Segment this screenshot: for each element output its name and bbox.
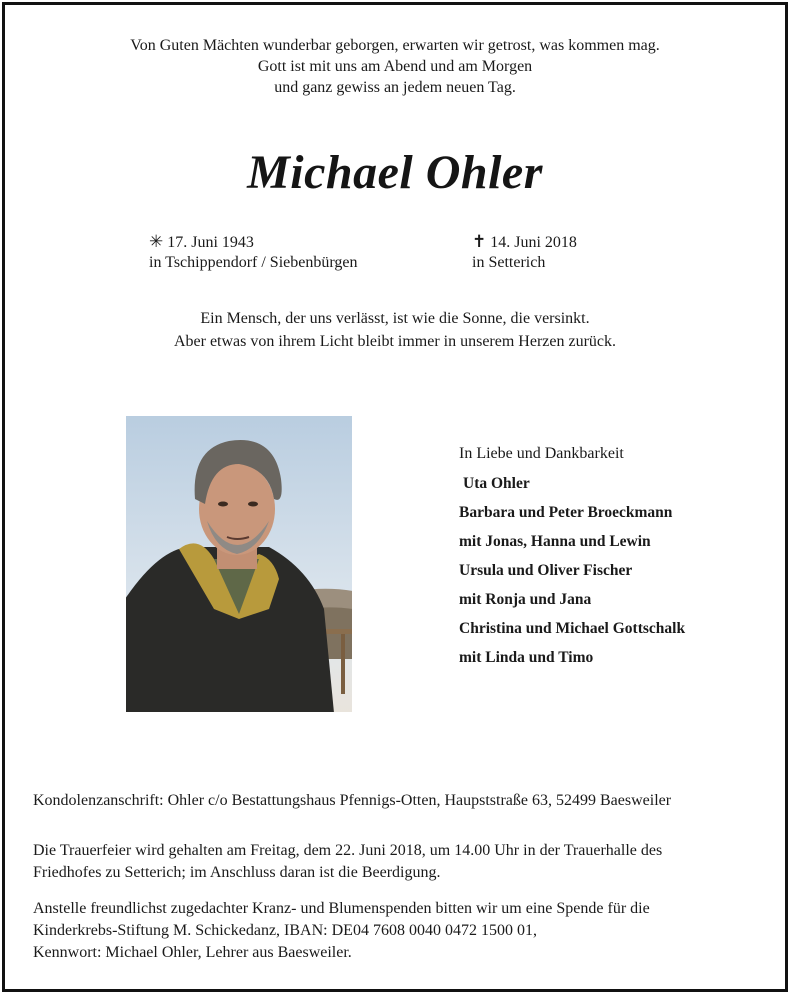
verse-line: Aber etwas von ihrem Licht bleibt immer in unserem Herzen zurück.: [173, 333, 617, 350]
portrait-photo: [119, 409, 359, 719]
birth-date: 17. Juni 1943: [167, 234, 254, 251]
death-place: in Setterich: [472, 254, 546, 271]
death-info: [472, 232, 577, 273]
family-member: mit Jonas, Hanna und Lewin: [459, 533, 651, 550]
verse-line: Gott ist mit uns am Abend und am Morgen: [257, 58, 533, 75]
opening-verse: [5, 35, 785, 98]
family-member: Barbara und Peter Broeckmann: [459, 504, 673, 521]
family-member: mit Linda und Timo: [459, 649, 594, 666]
death-cross-icon: ✝: [472, 232, 487, 251]
birth-info: [149, 232, 357, 273]
deceased-name: Michael Ohler: [247, 146, 543, 199]
family-intro: In Liebe und Dankbarkeit: [459, 445, 624, 462]
donation-line: Anstelle freundlichst zugedachter Kranz- und Blumenspenden bitten wir um eine Spende für die: [33, 900, 650, 917]
family-member: Christina und Michael Gottschalk: [459, 620, 686, 637]
funeral-info: [33, 840, 771, 884]
family-member: Ursula und Oliver Fischer: [459, 562, 633, 579]
funeral-line: Die Trauerfeier wird gehalten am Freitag, dem 22. Juni 2018, um 14.00 Uhr in der Trauerhalle des: [33, 842, 663, 859]
birth-place: in Tschippendorf / Siebenbürgen: [149, 254, 358, 271]
donation-line: Kinderkrebs-Stiftung M. Schickedanz, IBAN: DE04 7608 0040 0472 1500 01,: [33, 922, 537, 939]
donation-line: Kennwort: Michael Ohler, Lehrer aus Baesweiler.: [33, 944, 352, 961]
verse-line: Von Guten Mächten wunderbar geborgen, erwarten wir getrost, was kommen mag.: [130, 37, 660, 54]
memorial-verse: [5, 307, 785, 353]
condolence-address: Kondolenzanschrift: Ohler c/o Bestattungshaus Pfennigs-Otten, Haupststraße 63, 52499 Baesweiler: [33, 792, 672, 809]
family-member: Uta Ohler: [463, 475, 530, 492]
death-date: 14. Juni 2018: [490, 234, 577, 251]
family-list: [459, 445, 685, 672]
obituary-notice: [2, 2, 788, 992]
birth-star-icon: ✳: [149, 232, 164, 251]
donation-info: [33, 898, 771, 964]
funeral-line: Friedhofes zu Setterich; im Anschluss daran ist die Beerdigung.: [33, 864, 441, 881]
verse-line: Ein Mensch, der uns verlässt, ist wie die Sonne, die versinkt.: [200, 310, 590, 327]
verse-line: und ganz gewiss an jedem neuen Tag.: [274, 79, 516, 96]
family-member: mit Ronja und Jana: [459, 591, 592, 608]
